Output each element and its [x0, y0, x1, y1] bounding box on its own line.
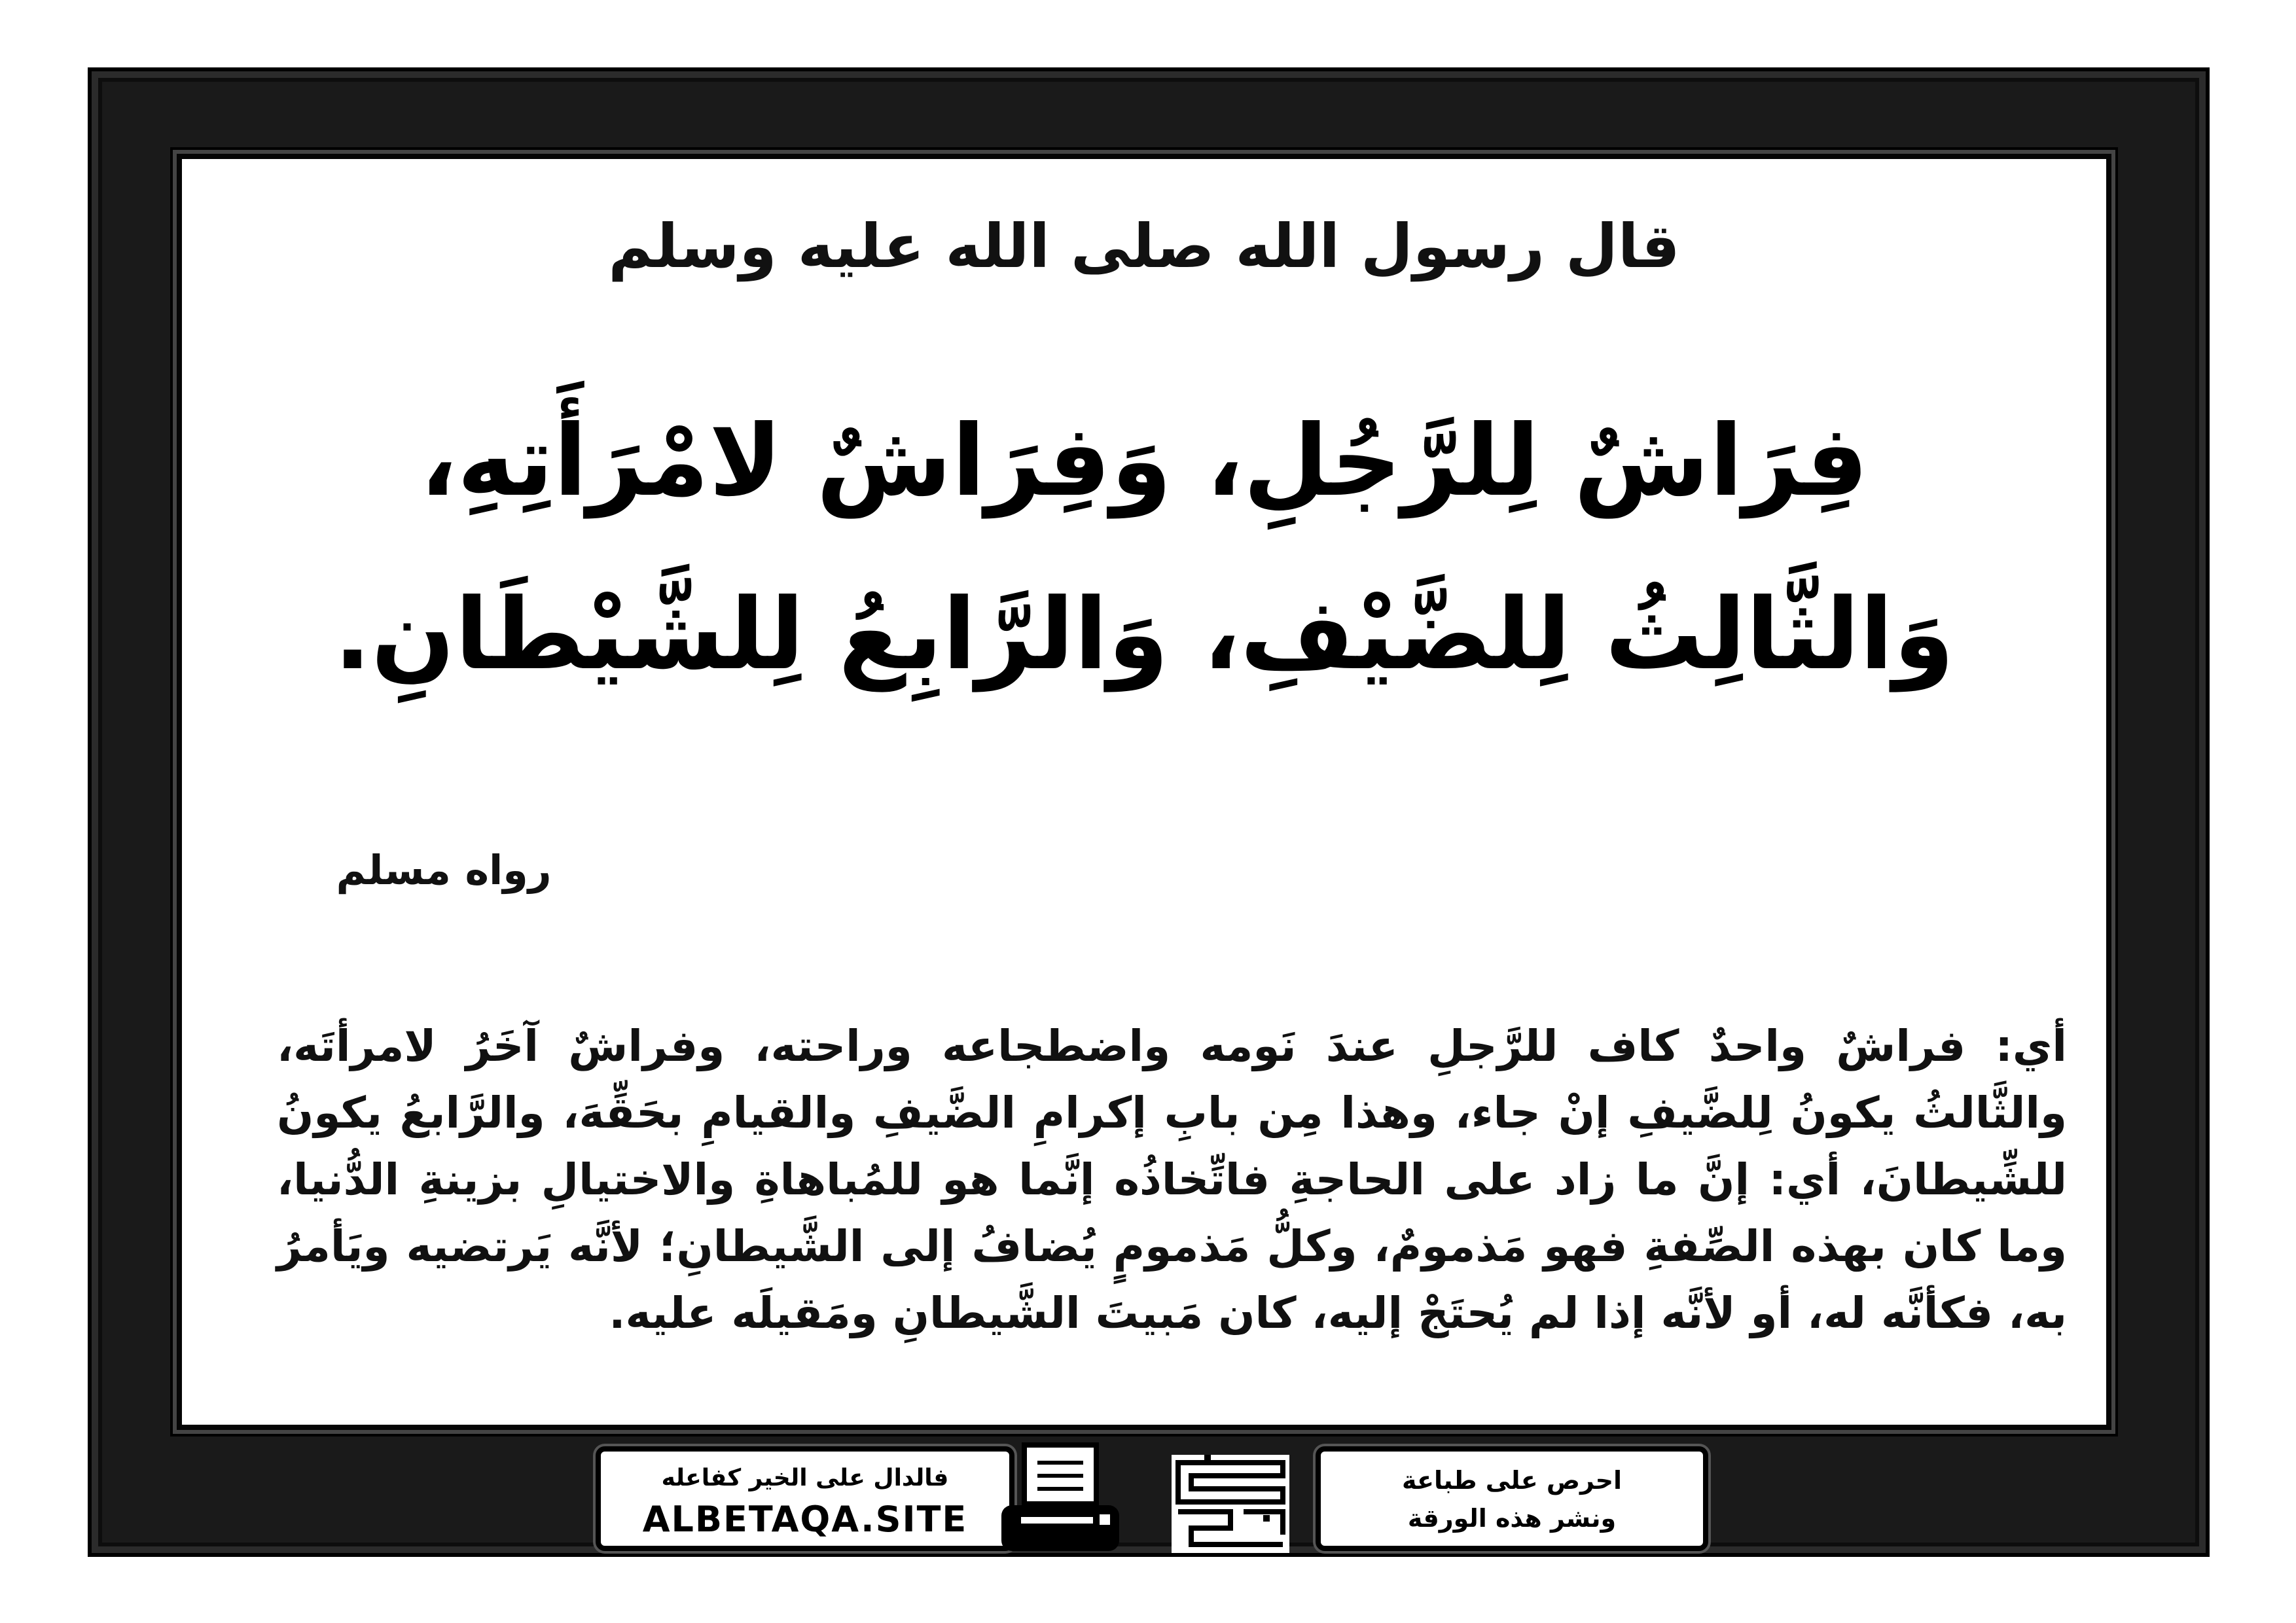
hadith-source: رواه مسلم	[336, 846, 552, 894]
footer-site-box	[596, 1446, 1014, 1551]
footer-print-box	[1316, 1446, 1708, 1551]
hadith-line-1: فِرَاشٌ لِلرَّجُلِ، وَفِرَاشٌ لامْرَأَتِهِ،	[420, 404, 1869, 518]
card-panel	[177, 154, 2111, 1430]
footer-print-line-1: احرص على طباعة	[1401, 1466, 1623, 1495]
dawat-alwaraqa-logo	[1165, 1450, 1296, 1554]
hadith-explanation: أي: فراشٌ واحدٌ كاف للرَّجلِ عندَ نَومه واضطجاعه وراحته، وفراشٌ آخَرُ لامرأتَه، والثَّالثُ يكونُ لِلضَّيفِ إنْ جاء، وهذا مِن بابِ إكرامِ الضَّيفِ والقيامِ بحَقِّهَ، والرَّابعُ يكونُ للشِّيطانَ، أي: إنَّ ما زاد على الحاجةِ فاتِّخاذُه إنَّما هو للمُباهاةِ والاختيالِ بزينةِ الدُّنيا، وما كان بهذه الصِّفةِ فهو مَذمومٌ، وكلُّ مَذمومٍ يُضافُ إلى الشَّيطانِ؛ لأنَّه يَرتضيه ويَأمرُ به، فكأنَّه له، أو لأنَّه إذا لم يُحتَجْ إليه، كان مَبيتَ الشَّيطانِ ومَقيلَه عليه.	[277, 1021, 2067, 1338]
hadith-line-2: وَالثَّالِثُ لِلضَّيْفِ، وَالرَّابِعُ لِلشَّيْطَانِ.	[334, 578, 1954, 692]
hadith-text	[260, 375, 2028, 722]
footer-site-url[interactable]: ALBETAQA.SITE	[642, 1499, 968, 1540]
footer-print-line-2: ونشر هذه الورقة	[1407, 1504, 1617, 1533]
printer-icon	[995, 1440, 1126, 1558]
hadith-intro: قال رسول الله صلى الله عليه وسلم	[608, 211, 1680, 281]
footer-proverb: فالدال على الخير كفاعله	[661, 1465, 949, 1491]
